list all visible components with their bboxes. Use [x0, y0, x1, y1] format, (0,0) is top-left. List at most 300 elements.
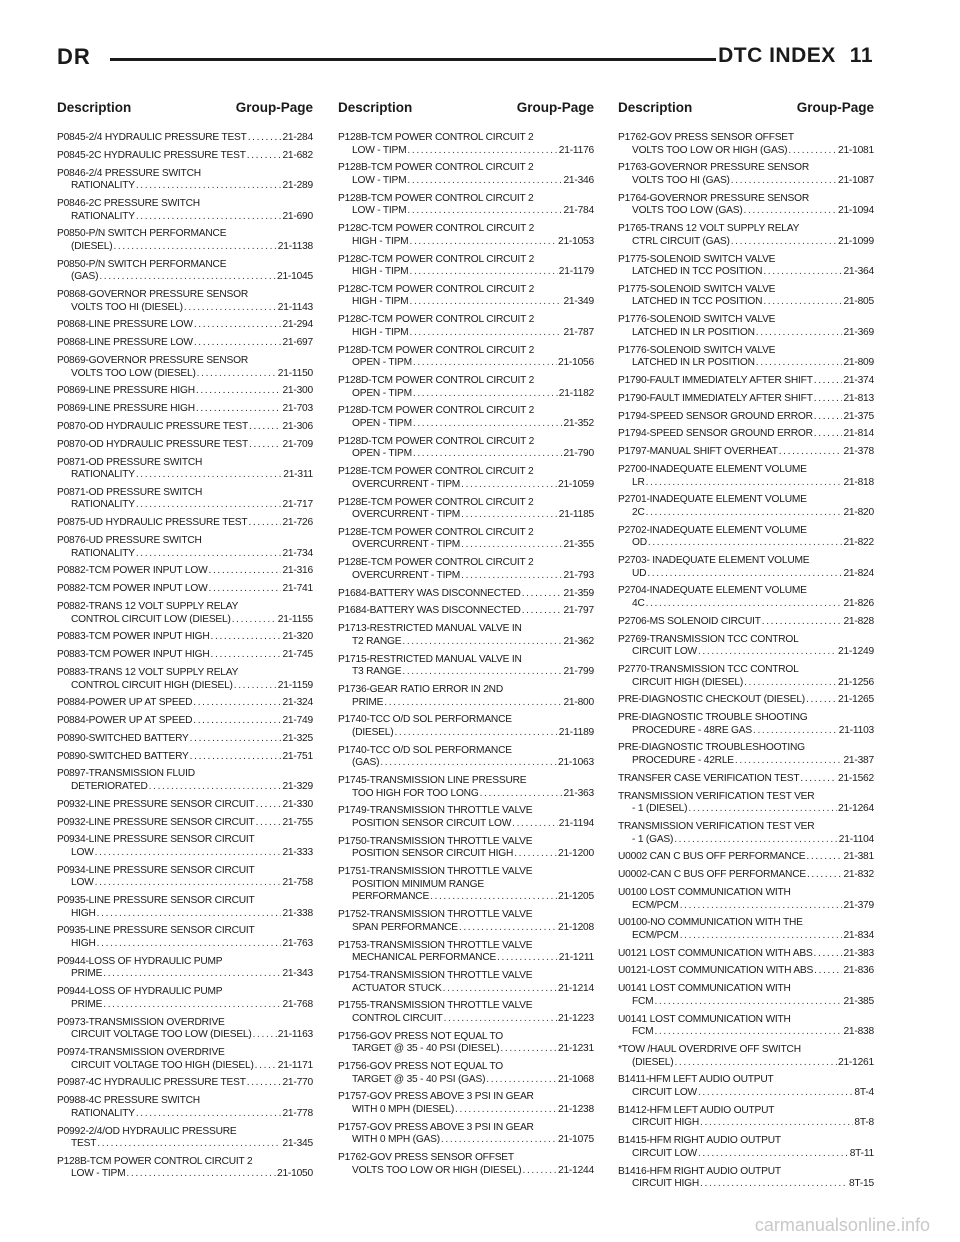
- entry-continuation: [57, 781, 313, 794]
- index-entry: [57, 517, 313, 530]
- entry-continuation: [618, 1026, 874, 1039]
- entry-continuation: [338, 479, 594, 492]
- entry-continuation: [57, 368, 313, 381]
- entry-description: P0882-TCM POWER INPUT LOW: [57, 583, 208, 595]
- dot-leader: [136, 469, 282, 482]
- entry-description: FCM: [632, 995, 654, 1007]
- index-entry: [57, 1017, 313, 1042]
- entry-description: P0935-LINE PRESSURE SENSOR CIRCUIT: [57, 925, 255, 937]
- entry-continuation: [57, 180, 313, 193]
- entry-continuation: [618, 357, 874, 370]
- dot-leader: [103, 968, 281, 981]
- entry-description: P128C-TCM POWER CONTROL CIRCUIT 2: [338, 253, 535, 265]
- dot-leader: [208, 565, 281, 578]
- dot-leader: [211, 649, 282, 662]
- dot-leader: [522, 1165, 557, 1178]
- entry-description: U0121 LOST COMMUNICATION WITH ABS: [618, 947, 813, 959]
- entry-description: LATCHED IN LR POSITION: [632, 326, 755, 338]
- entry-description: PRE-DIAGNOSTIC TROUBLE SHOOTING: [618, 712, 808, 724]
- entry-page-ref: 21-790: [563, 448, 594, 460]
- entry-description: VOLTS TOO LOW OR HIGH (GAS): [632, 144, 788, 156]
- index-entry: [618, 712, 874, 737]
- entry-description: PRIME: [352, 696, 384, 708]
- index-entry: [618, 694, 874, 707]
- dot-leader: [731, 175, 837, 188]
- index-entry: [338, 836, 594, 861]
- index-entry: [618, 555, 874, 580]
- entry-page-ref: 21-800: [563, 696, 594, 708]
- entry-page-ref: 21-818: [843, 476, 874, 488]
- index-column-3: [618, 100, 874, 1196]
- entry-page-ref: 21-1056: [558, 357, 594, 369]
- entry-continuation: [338, 236, 594, 249]
- entry-description: P0974-TRANSMISSION OVERDRIVE: [57, 1046, 225, 1058]
- entry-description: P1715-RESTRICTED MANUAL VALVE IN: [338, 653, 522, 665]
- entry-page-ref: 21-1171: [277, 1059, 313, 1071]
- entry-continuation: [618, 1087, 874, 1100]
- index-entry: [618, 948, 874, 961]
- entry-continuation: [338, 205, 594, 218]
- index-entry: [338, 684, 594, 709]
- index-entry: [57, 289, 313, 314]
- dot-leader: [647, 568, 842, 581]
- entry-description: P1763-GOVERNOR PRESSURE SENSOR: [618, 162, 810, 174]
- index-entry: [57, 259, 313, 284]
- dot-leader: [193, 715, 281, 728]
- index-entry: [338, 162, 594, 187]
- entry-description: P2703- INADEQUATE ELEMENT VOLUME: [618, 555, 810, 567]
- entry-description: P128E-TCM POWER CONTROL CIRCUIT 2: [338, 526, 534, 538]
- entry-description: LOW - TIPM: [352, 205, 407, 217]
- entry-page-ref: 21-369: [843, 326, 874, 338]
- entry-page-ref: 21-378: [843, 446, 874, 458]
- entry-page-ref: 21-787: [563, 326, 594, 338]
- entry-page-ref: 21-346: [563, 174, 594, 186]
- entry-page-ref: 21-329: [282, 781, 313, 792]
- index-entry: [618, 1135, 874, 1160]
- entry-description: P1753-TRANSMISSION THROTTLE VALVE: [338, 939, 533, 951]
- dot-leader: [779, 446, 843, 459]
- entry-page-ref: 21-362: [563, 635, 594, 647]
- entry-description: P0868-GOVERNOR PRESSURE SENSOR: [57, 289, 249, 301]
- index-entry: [618, 464, 874, 489]
- entry-continuation: [57, 469, 313, 482]
- entry-description: P0890-SWITCHED BATTERY: [57, 732, 189, 744]
- index-entry: [57, 198, 313, 223]
- entry-page-ref: 21-690: [282, 210, 313, 222]
- index-entry: [57, 601, 313, 626]
- index-column-2: [338, 100, 594, 1183]
- entry-page-ref: 21-1238: [558, 1104, 594, 1115]
- entry-description: T3 RANGE: [352, 666, 402, 678]
- entry-page-ref: 21-1256: [838, 676, 874, 688]
- entry-description: VOLTS TOO LOW (DIESEL): [71, 367, 196, 379]
- entry-page-ref: 21-289: [282, 180, 313, 192]
- entry-description: P0870-OD HYDRAULIC PRESSURE TEST: [57, 420, 248, 432]
- index-entry: [618, 887, 874, 912]
- entry-description: P1684-BATTERY WAS DISCONNECTED: [338, 605, 521, 617]
- index-entry: [338, 497, 594, 522]
- column-header-description: Description: [338, 100, 413, 115]
- index-entry: [618, 1105, 874, 1130]
- entry-continuation: [57, 847, 313, 860]
- dot-leader: [646, 477, 843, 490]
- entry-continuation: [338, 357, 594, 370]
- entry-description: WITH 0 MPH (GAS): [352, 1134, 440, 1146]
- index-entry: [57, 817, 313, 830]
- dot-leader: [402, 636, 562, 649]
- index-entry: [618, 446, 874, 459]
- index-entry: [57, 228, 313, 253]
- entry-page-ref: 21-355: [563, 539, 594, 551]
- entry-description: CIRCUIT HIGH: [632, 1178, 700, 1190]
- index-entry: [338, 940, 594, 965]
- entry-description: HIGH - TIPM: [352, 266, 409, 278]
- entry-description: P0883-TCM POWER INPUT HIGH: [57, 631, 210, 643]
- entry-description: P2770-TRANSMISSION TCC CONTROL: [618, 663, 799, 675]
- index-column-1: [57, 100, 313, 1186]
- entry-page-ref: 21-1104: [838, 833, 874, 845]
- entry-continuation: [618, 1178, 874, 1191]
- entry-description: POSITION MINIMUM RANGE: [352, 878, 485, 890]
- entry-continuation: [57, 968, 313, 981]
- entry-page-ref: 21-1205: [558, 891, 594, 903]
- index-entry: [338, 1122, 594, 1147]
- entry-continuation: [618, 1057, 874, 1070]
- entry-description: B1416-HFM RIGHT AUDIO OUTPUT: [618, 1165, 781, 1177]
- dot-leader: [461, 479, 557, 492]
- index-entry: [338, 284, 594, 309]
- entry-description: P0882-TCM POWER INPUT LOW: [57, 565, 208, 577]
- dot-leader: [674, 1057, 837, 1070]
- dot-leader: [97, 908, 282, 921]
- entry-description: P1757-GOV PRESS ABOVE 3 PSI IN GEAR: [338, 1121, 534, 1133]
- entry-description: RATIONALITY: [71, 210, 135, 222]
- entry-description: P128E-TCM POWER CONTROL CIRCUIT 2: [338, 496, 534, 508]
- entry-continuation: [618, 507, 874, 520]
- entry-description: PROCEDURE - 48RE GAS: [632, 724, 752, 736]
- entry-page-ref: 21-1265: [838, 694, 874, 706]
- index-entry: [57, 132, 313, 145]
- index-entry: [338, 466, 594, 491]
- entry-page-ref: 21-717: [282, 499, 313, 511]
- index-entry: [618, 965, 874, 978]
- entry-description: P128C-TCM POWER CONTROL CIRCUIT 2: [338, 223, 535, 235]
- entry-page-ref: 21-1094: [838, 205, 874, 217]
- entry-description: P1756-GOV PRESS NOT EQUAL TO: [338, 1030, 504, 1042]
- entry-page-ref: 21-306: [282, 420, 313, 432]
- entry-page-ref: 21-345: [282, 1138, 313, 1150]
- entry-description: CIRCUIT HIGH: [632, 1117, 700, 1129]
- entry-description: VOLTS TOO HI (DIESEL): [71, 301, 183, 313]
- entry-description: P0935-LINE PRESSURE SENSOR CIRCUIT: [57, 895, 255, 907]
- dot-leader: [480, 788, 563, 801]
- header-rule: [110, 58, 716, 61]
- index-entry: [57, 150, 313, 163]
- entry-description: P1752-TRANSMISSION THROTTLE VALVE: [338, 909, 533, 921]
- entry-page-ref: 21-768: [282, 998, 313, 1010]
- entry-continuation: [338, 788, 594, 801]
- entry-page-ref: 21-1059: [558, 478, 594, 490]
- entry-description: TOO HIGH FOR TOO LONG: [352, 787, 479, 799]
- entry-page-ref: 21-363: [563, 787, 594, 799]
- index-entry: [57, 457, 313, 482]
- index-entry: [57, 1077, 313, 1090]
- entry-list: [338, 132, 594, 1177]
- entry-page-ref: 21-374: [843, 375, 874, 386]
- index-entry: [618, 393, 874, 406]
- entry-description: P2701-INADEQUATE ELEMENT VOLUME: [618, 494, 807, 506]
- dot-leader: [256, 817, 282, 830]
- index-entry: [338, 745, 594, 770]
- dot-leader: [648, 537, 843, 550]
- dot-leader: [380, 757, 557, 770]
- index-entry: [618, 869, 874, 882]
- index-entry: [618, 428, 874, 441]
- dot-leader: [459, 922, 557, 935]
- header-right: [718, 44, 873, 68]
- dot-leader: [407, 175, 562, 188]
- dot-leader: [430, 891, 557, 904]
- entry-description: P0988-4C PRESSURE SWITCH: [57, 1095, 200, 1107]
- entry-page-ref: 21-284: [282, 132, 313, 143]
- entry-page-ref: 8T-8: [854, 1117, 874, 1129]
- index-columns: [57, 100, 874, 1220]
- dot-leader: [646, 598, 843, 611]
- index-entry: [338, 909, 594, 934]
- index-entry: [57, 751, 313, 764]
- entry-description: P128E-TCM POWER CONTROL CIRCUIT 2: [338, 557, 534, 569]
- entry-description: PRE-DIAGNOSTIC TROUBLESHOOTING: [618, 742, 805, 754]
- entry-description: (GAS): [71, 271, 99, 283]
- entry-page-ref: 21-324: [282, 697, 313, 709]
- entry-description: P1756-GOV PRESS NOT EQUAL TO: [338, 1061, 504, 1073]
- dot-leader: [814, 965, 842, 978]
- entry-page-ref: 21-359: [563, 587, 594, 599]
- dot-leader: [234, 680, 277, 693]
- entry-page-ref: 21-763: [282, 938, 313, 950]
- dot-leader: [194, 319, 282, 332]
- index-entry: [618, 616, 874, 629]
- entry-page-ref: 21-832: [843, 869, 874, 881]
- entry-page-ref: 21-1244: [558, 1164, 594, 1176]
- entry-description: U0100-NO COMMUNICATION WITH THE: [618, 917, 803, 929]
- column-header: [57, 100, 313, 122]
- entry-page-ref: 21-1053: [558, 235, 594, 247]
- index-entry: [338, 193, 594, 218]
- entry-description: PRE-DIAGNOSTIC CHECKOUT (DIESEL): [618, 694, 805, 706]
- index-entry: [57, 421, 313, 434]
- index-entry: [338, 132, 594, 157]
- entry-continuation: [618, 803, 874, 816]
- entry-description: TARGET @ 35 - 40 PSI (DIESEL): [352, 1043, 500, 1055]
- entry-description: HIGH: [71, 907, 96, 919]
- dot-leader: [514, 848, 557, 861]
- entry-description: P0884-POWER UP AT SPEED: [57, 697, 193, 709]
- entry-page-ref: 21-343: [282, 968, 313, 980]
- entry-description: T2 RANGE: [352, 635, 402, 647]
- entry-continuation: [338, 296, 594, 309]
- index-entry: [57, 834, 313, 859]
- entry-page-ref: 21-809: [843, 357, 874, 369]
- index-entry: [57, 355, 313, 380]
- index-entry: [57, 733, 313, 746]
- entry-description: CIRCUIT VOLTAGE TOO HIGH (DIESEL): [71, 1059, 254, 1071]
- entry-page-ref: 21-1562: [838, 772, 874, 784]
- entry-description: P1776-SOLENOID SWITCH VALVE: [618, 314, 776, 326]
- entry-description: P1790-FAULT IMMEDIATELY AFTER SHIFT: [618, 375, 813, 386]
- dot-leader: [255, 1060, 277, 1073]
- entry-page-ref: 21-784: [563, 205, 594, 217]
- entry-description: P1754-TRANSMISSION THROTTLE VALVE: [338, 969, 533, 981]
- entry-description: P0883-TCM POWER INPUT HIGH: [57, 649, 210, 661]
- entry-description: P0868-LINE PRESSURE LOW: [57, 319, 193, 331]
- dot-leader: [744, 205, 837, 218]
- entry-description: P128C-TCM POWER CONTROL CIRCUIT 2: [338, 314, 535, 326]
- entry-continuation: [338, 266, 594, 279]
- entry-description: LATCHED IN LR POSITION: [632, 357, 755, 369]
- entry-page-ref: 21-1261: [838, 1056, 874, 1068]
- entry-page-ref: 21-1208: [558, 921, 594, 933]
- index-entry: [338, 345, 594, 370]
- entry-description: OVERCURRENT - TIPM: [352, 539, 461, 551]
- entry-page-ref: 21-379: [843, 899, 874, 911]
- entry-description: (DIESEL): [352, 726, 394, 738]
- entry-continuation: [57, 1138, 313, 1151]
- entry-description: P1751-TRANSMISSION THROTTLE VALVE: [338, 866, 533, 878]
- index-entry: [57, 865, 313, 890]
- entry-page-ref: 21-311: [283, 469, 313, 481]
- entry-continuation: [618, 327, 874, 340]
- entry-description: LR: [632, 476, 645, 488]
- entry-continuation: [57, 499, 313, 512]
- dot-leader: [500, 1043, 557, 1056]
- entry-continuation: [57, 1029, 313, 1042]
- dot-leader: [384, 697, 562, 710]
- dot-leader: [103, 999, 281, 1012]
- entry-page-ref: 21-352: [563, 417, 594, 429]
- entry-continuation: [338, 448, 594, 461]
- entry-page-ref: 21-1045: [277, 271, 313, 283]
- entry-page-ref: 21-1138: [277, 240, 313, 252]
- dot-leader: [413, 357, 557, 370]
- entry-description: - 1 (DIESEL): [632, 803, 688, 815]
- index-entry: [618, 773, 874, 786]
- entry-continuation: [57, 877, 313, 890]
- index-entry: [618, 314, 874, 339]
- dot-leader: [444, 1013, 557, 1026]
- entry-description: P128D-TCM POWER CONTROL CIRCUIT 2: [338, 344, 535, 356]
- index-entry: [57, 168, 313, 193]
- entry-description: P0897-TRANSMISSION FLUID: [57, 768, 195, 780]
- header-title: DTC INDEX: [718, 44, 836, 67]
- page-header: [57, 44, 873, 80]
- dot-leader: [756, 357, 843, 370]
- entry-description: P1797-MANUAL SHIFT OVERHEAT: [618, 446, 778, 458]
- entry-description: P0932-LINE PRESSURE SENSOR CIRCUIT: [57, 816, 255, 828]
- entry-page-ref: 21-836: [843, 965, 874, 977]
- index-entry: [618, 223, 874, 248]
- dot-leader: [136, 499, 282, 512]
- entry-description: P1794-SPEED SENSOR GROUND ERROR: [618, 428, 813, 440]
- dot-leader: [409, 296, 562, 309]
- entry-description: P2702-INADEQUATE ELEMENT VOLUME: [618, 524, 807, 536]
- entry-description: P1750-TRANSMISSION THROTTLE VALVE: [338, 835, 533, 847]
- entry-description: OPEN - TIPM: [352, 417, 412, 429]
- entry-description: VOLTS TOO LOW OR HIGH (DIESEL): [352, 1164, 522, 1176]
- entry-description: LOW - TIPM: [71, 1168, 126, 1180]
- index-entry: [57, 799, 313, 812]
- index-entry: [618, 917, 874, 942]
- entry-continuation: [57, 680, 313, 693]
- entry-description: RATIONALITY: [71, 469, 135, 481]
- index-entry: [618, 821, 874, 846]
- index-entry: [618, 983, 874, 1008]
- entry-description: 2C: [632, 506, 645, 518]
- entry-description: OPEN - TIPM: [352, 448, 412, 460]
- dot-leader: [788, 145, 837, 158]
- index-entry: [618, 1044, 874, 1069]
- entry-page-ref: 21-838: [843, 1026, 874, 1038]
- entry-page-ref: 21-726: [282, 517, 313, 529]
- entry-continuation: [57, 302, 313, 315]
- entry-description: ACTUATOR STUCK: [352, 982, 442, 994]
- entry-continuation: [338, 697, 594, 710]
- index-entry: [618, 193, 874, 218]
- entry-page-ref: 21-1214: [558, 982, 594, 994]
- entry-page-ref: 8T-15: [848, 1178, 874, 1190]
- entry-description: VOLTS TOO HI (GAS): [632, 174, 730, 186]
- dot-leader: [136, 180, 282, 193]
- entry-description: P0934-LINE PRESSURE SENSOR CIRCUIT: [57, 834, 255, 846]
- entry-description: P0876-UD PRESSURE SWITCH: [57, 535, 202, 547]
- entry-description: U0100 LOST COMMUNICATION WITH: [618, 886, 791, 898]
- entry-description: P2700-INADEQUATE ELEMENT VOLUME: [618, 463, 807, 475]
- entry-description: CONTROL CIRCUIT HIGH (DIESEL): [71, 679, 233, 691]
- index-entry: [57, 439, 313, 452]
- dot-leader: [756, 327, 843, 340]
- entry-description: LOW - TIPM: [352, 174, 407, 186]
- index-entry: [57, 1047, 313, 1072]
- entry-page-ref: 21-1189: [558, 726, 594, 738]
- dot-leader: [248, 132, 282, 145]
- entry-description: P0890-SWITCHED BATTERY: [57, 750, 189, 762]
- column-header-group-page: Group-Page: [516, 100, 594, 115]
- entry-continuation: [338, 539, 594, 552]
- index-entry: [618, 411, 874, 424]
- entry-description: PRIME: [71, 998, 103, 1010]
- entry-continuation: [338, 175, 594, 188]
- entry-description: P1755-TRANSMISSION THROTTLE VALVE: [338, 1000, 533, 1012]
- entry-description: P0934-LINE PRESSURE SENSOR CIRCUIT: [57, 864, 255, 876]
- entry-continuation: [618, 537, 874, 550]
- entry-page-ref: 21-1182: [558, 387, 594, 399]
- entry-page-ref: 21-385: [843, 995, 874, 1007]
- entry-continuation: [57, 271, 313, 284]
- entry-continuation: [338, 570, 594, 583]
- dot-leader: [807, 869, 843, 882]
- index-entry: [57, 925, 313, 950]
- entry-page-ref: 21-1200: [558, 848, 594, 860]
- entry-description: POSITION SENSOR CIRCUIT HIGH: [352, 848, 514, 860]
- dot-leader: [814, 393, 843, 406]
- entry-description: CIRCUIT VOLTAGE TOO LOW (DIESEL): [71, 1029, 252, 1041]
- entry-continuation: [618, 296, 874, 309]
- index-entry: [338, 605, 594, 618]
- index-entry: [57, 403, 313, 416]
- entry-description: (GAS): [352, 757, 380, 769]
- entry-page-ref: 21-1063: [558, 757, 594, 769]
